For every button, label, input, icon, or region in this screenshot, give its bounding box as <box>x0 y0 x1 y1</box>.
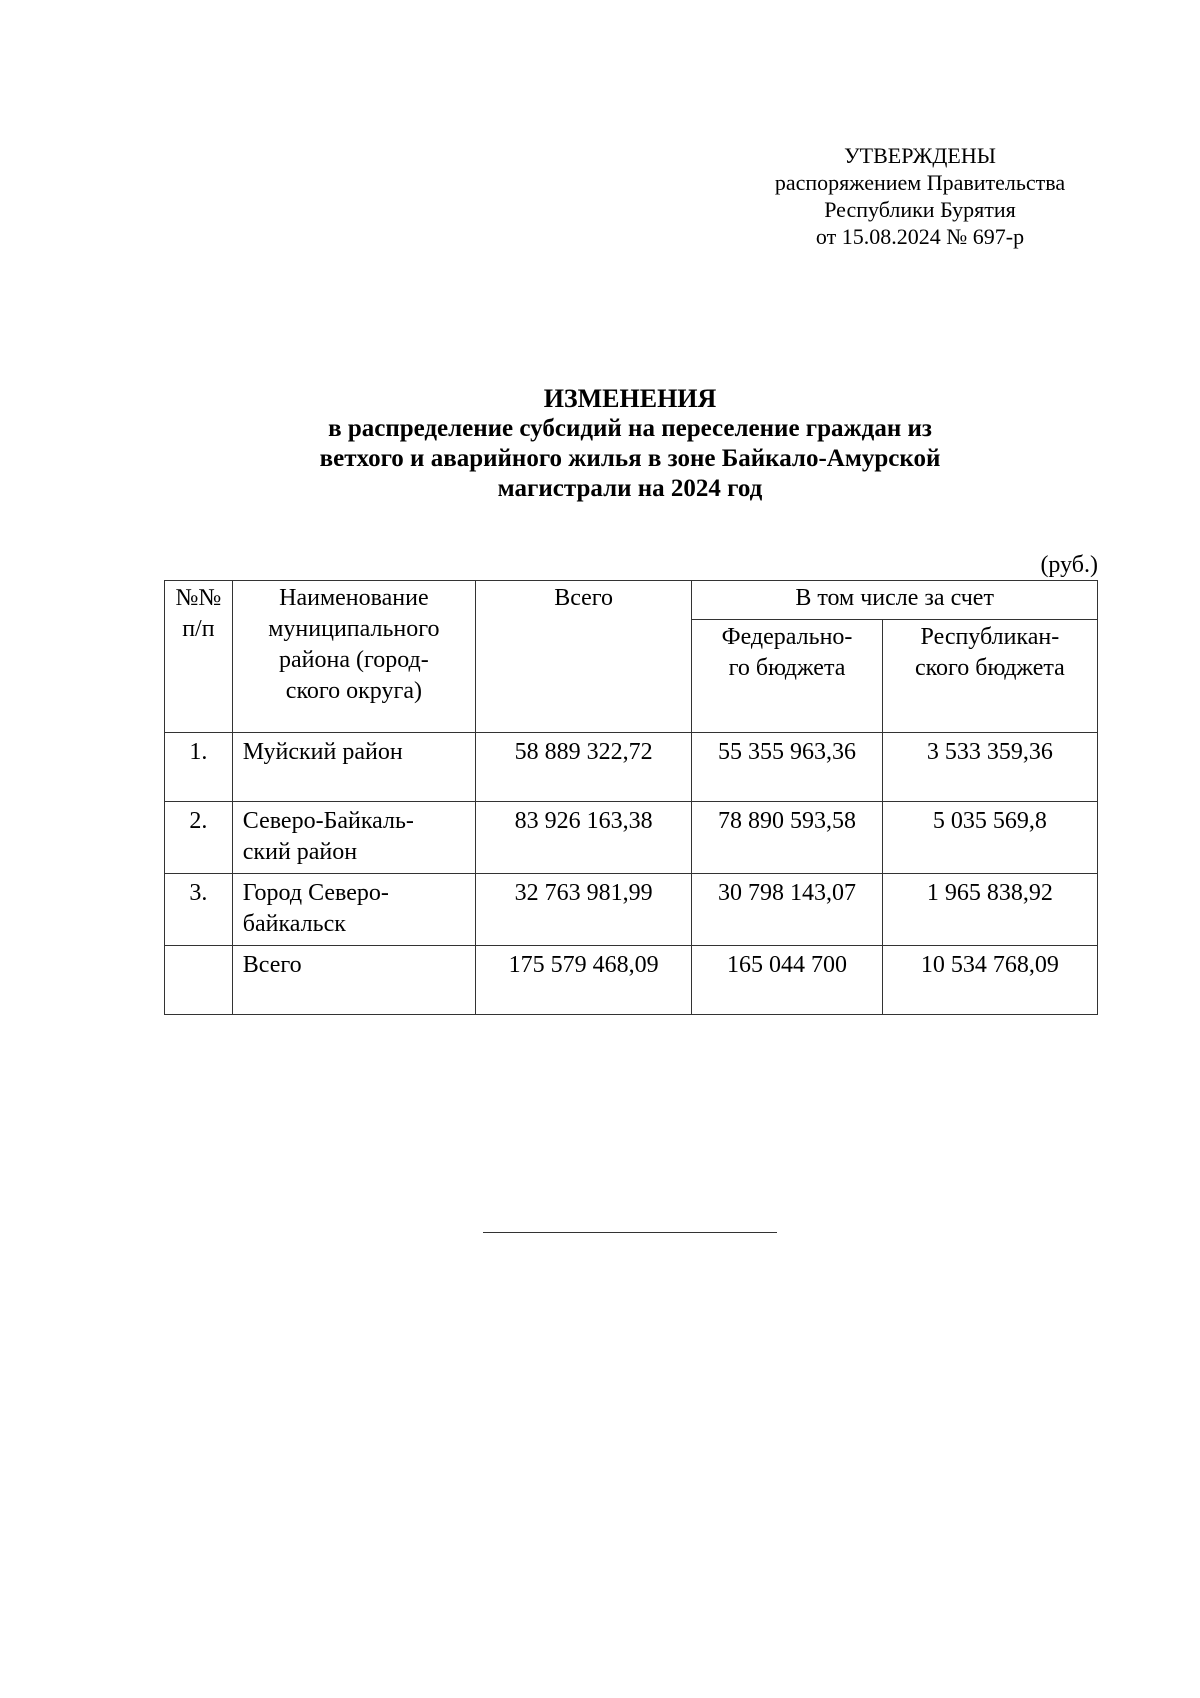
row-total: 32 763 981,99 <box>475 874 691 946</box>
title-line-3: ветхого и аварийного жилья в зоне Байкало-Амурской <box>319 445 941 472</box>
row-total: 58 889 322,72 <box>475 733 691 802</box>
approval-issuer: распоряжением Правительства <box>774 170 1066 195</box>
header-federal <box>692 620 882 733</box>
row-name-line-1: Всего <box>242 952 302 978</box>
header-number-line-1: №№ <box>175 585 222 611</box>
document-title <box>160 384 1100 504</box>
row-number: 2. <box>165 802 233 874</box>
row-federal: 30 798 143,07 <box>692 874 882 946</box>
row-federal: 165 044 700 <box>692 946 882 1015</box>
currency-unit: (руб.) <box>1040 552 1098 578</box>
row-number: 1. <box>165 733 233 802</box>
row-name-line-2: ский район <box>242 839 358 865</box>
row-republic: 1 965 838,92 <box>882 874 1097 946</box>
row-name <box>232 874 475 946</box>
approval-date-number: от 15.08.2024 № 697-р <box>815 224 1025 249</box>
row-name-line-1: Город Северо- <box>242 880 389 906</box>
subsidy-table <box>164 580 1098 1015</box>
header-number-line-2: п/п <box>182 616 215 642</box>
header-name <box>232 581 475 733</box>
title-line-2: в распределение субсидий на переселение граждан из <box>328 415 932 442</box>
table-header-row <box>165 581 1098 620</box>
header-name-line-2: муниципального <box>268 616 440 642</box>
row-republic: 3 533 359,36 <box>882 733 1097 802</box>
approval-republic: Республики Бурятия <box>824 197 1016 222</box>
row-number <box>165 946 233 1015</box>
row-name <box>232 802 475 874</box>
header-federal-line-1: Федерально- <box>721 624 853 650</box>
header-name-line-1: Наименование <box>279 585 429 611</box>
table-row <box>165 733 1098 802</box>
header-number <box>165 581 233 733</box>
header-republic-line-2: ского бюджета <box>914 655 1065 681</box>
header-including: В том числе за счет <box>692 581 1098 620</box>
header-federal-line-2: го бюджета <box>728 655 846 681</box>
table-total-row <box>165 946 1098 1015</box>
row-total: 175 579 468,09 <box>475 946 691 1015</box>
table-row <box>165 802 1098 874</box>
header-name-line-4: ского округа) <box>285 678 422 704</box>
row-name <box>232 946 475 1015</box>
row-republic: 5 035 569,8 <box>882 802 1097 874</box>
header-republic <box>882 620 1097 733</box>
row-number: 3. <box>165 874 233 946</box>
row-name <box>232 733 475 802</box>
row-name-line-1: Муйский район <box>242 739 403 765</box>
header-total: Всего <box>475 581 691 733</box>
row-name-line-2: байкальск <box>242 911 346 937</box>
closing-rule-line <box>483 1232 777 1233</box>
header-republic-line-1: Республикан- <box>920 624 1060 650</box>
approval-heading: УТВЕРЖДЕНЫ <box>844 143 996 168</box>
row-total: 83 926 163,38 <box>475 802 691 874</box>
row-republic: 10 534 768,09 <box>882 946 1097 1015</box>
row-name-line-1: Северо-Байкаль- <box>242 808 414 834</box>
header-name-line-3: района (город- <box>279 647 429 673</box>
title-line-4: магистрали на 2024 год <box>497 475 763 502</box>
row-federal: 78 890 593,58 <box>692 802 882 874</box>
title-main: ИЗМЕНЕНИЯ <box>543 384 717 413</box>
row-federal: 55 355 963,36 <box>692 733 882 802</box>
table-row <box>165 874 1098 946</box>
approval-stamp <box>740 142 1100 250</box>
